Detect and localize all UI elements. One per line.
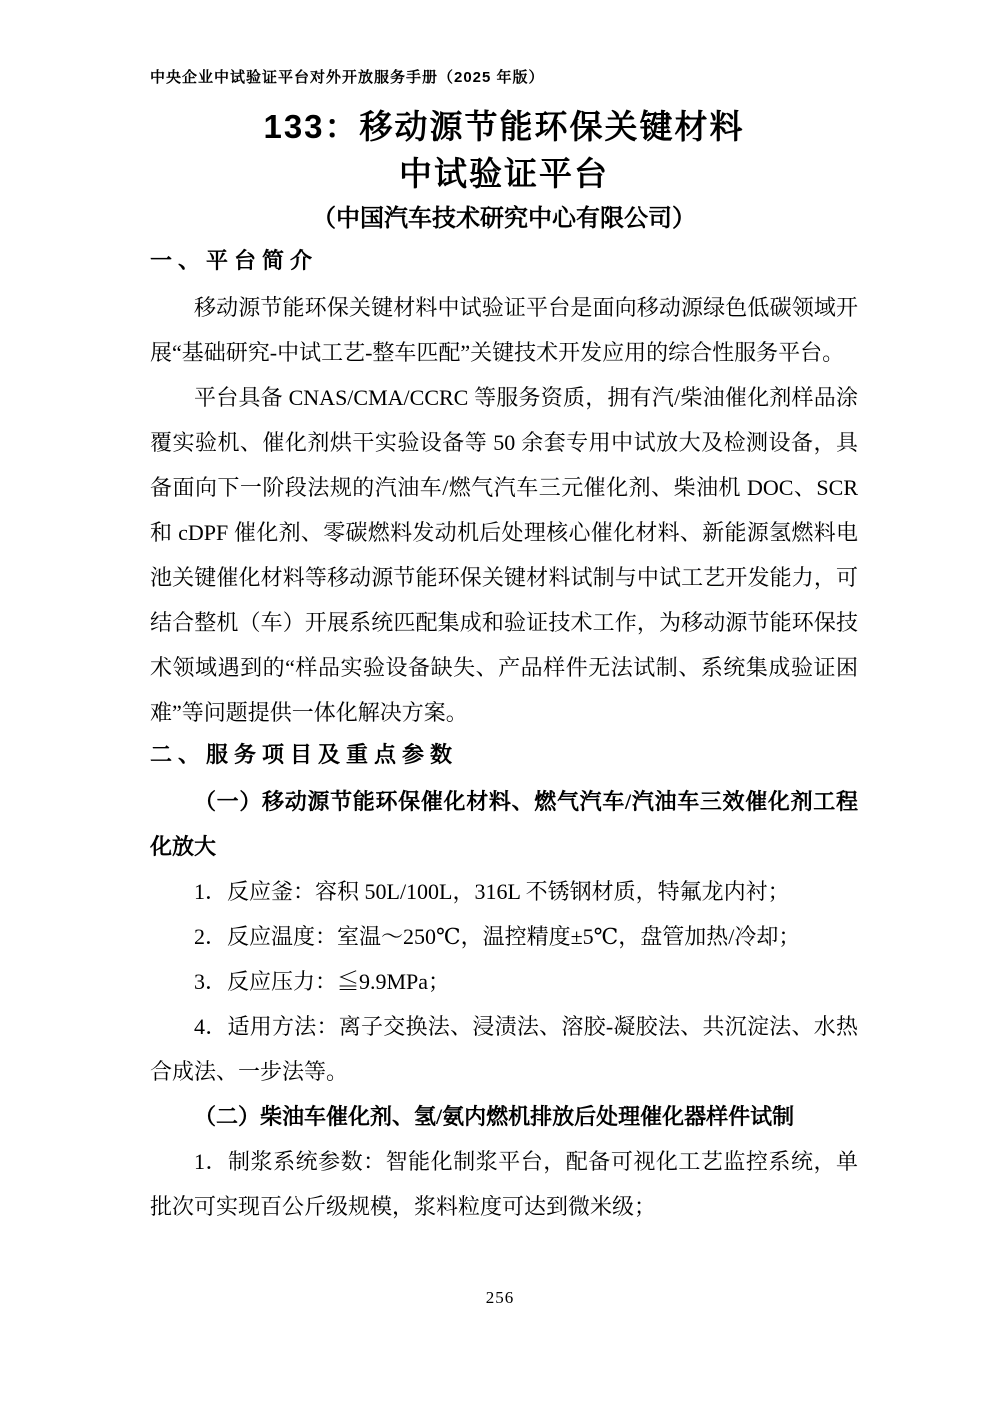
document-header: 中央企业中试验证平台对外开放服务手册（2025 年版） (150, 69, 545, 86)
list-item-temperature: 2．反应温度：室温～250℃，温控精度±5℃，盘管加热/冷却； (194, 924, 801, 949)
section-heading-platform-intro: 一、平台简介 (150, 248, 319, 273)
list-item-methods: 4．适用方法：离子交换法、浸渍法、溶胶-凝胶法、共沉淀法、水热合成法、一步法等。 (150, 1014, 858, 1084)
paragraph-platform-capabilities: 平台具备 CNAS/CMA/CCRC 等服务资质，拥有汽/柴油催化剂样品涂覆实验机、催化剂烘干实验设备等 50 余套专用中试放大及检测设备，具备面向下一阶段法规的汽油车/燃气汽车三元催化剂、柴油机 DOC、SCR 和 cDPF 催化剂、零碳燃料发动机后处理核心催化材料、新能源氢燃料电池关键催化材料等移动源节能环保关键材料试制与中试工艺开发能力，可结合整机（车）开展系统匹配集成和验证技术工作，为移动源节能环保技术领域遇到的“样品实验设备缺失、产品样件无法试制、系统集成验证困难”等问题提供一体化解决方案。 (150, 385, 858, 725)
document-subtitle: （中国汽车技术研究中心有限公司） (312, 205, 696, 232)
subsection-heading-catalyst-scaleup: （一）移动源节能环保催化材料、燃气汽车/汽油车三效催化剂工程化放大 (150, 789, 858, 859)
document-title (150, 103, 858, 197)
page-number: 256 (485, 1288, 515, 1307)
list-item-slurry-system: 1．制浆系统参数：智能化制浆平台，配备可视化工艺监控系统，单批次可实现百公斤级规模，浆料粒度可达到微米级； (150, 1149, 858, 1219)
list-item-reactor: 1．反应釜：容积 50L/100L，316L 不锈钢材质，特氟龙内衬； (194, 879, 790, 904)
paragraph-platform-overview: 移动源节能环保关键材料中试验证平台是面向移动源绿色低碳领域开展“基础研究-中试工艺-整车匹配”关键技术开发应用的综合性服务平台。 (150, 295, 858, 365)
list-item-pressure: 3．反应压力：≦9.9MPa； (194, 969, 451, 994)
section-heading-services: 二、服务项目及重点参数 (150, 742, 459, 767)
title-line-2: 中试验证平台 (399, 155, 609, 192)
title-line-1: 133：移动源节能环保关键材料 (263, 108, 745, 145)
subsection-heading-diesel-catalyst: （二）柴油车催化剂、氢/氨内燃机排放后处理催化器样件试制 (194, 1104, 795, 1129)
